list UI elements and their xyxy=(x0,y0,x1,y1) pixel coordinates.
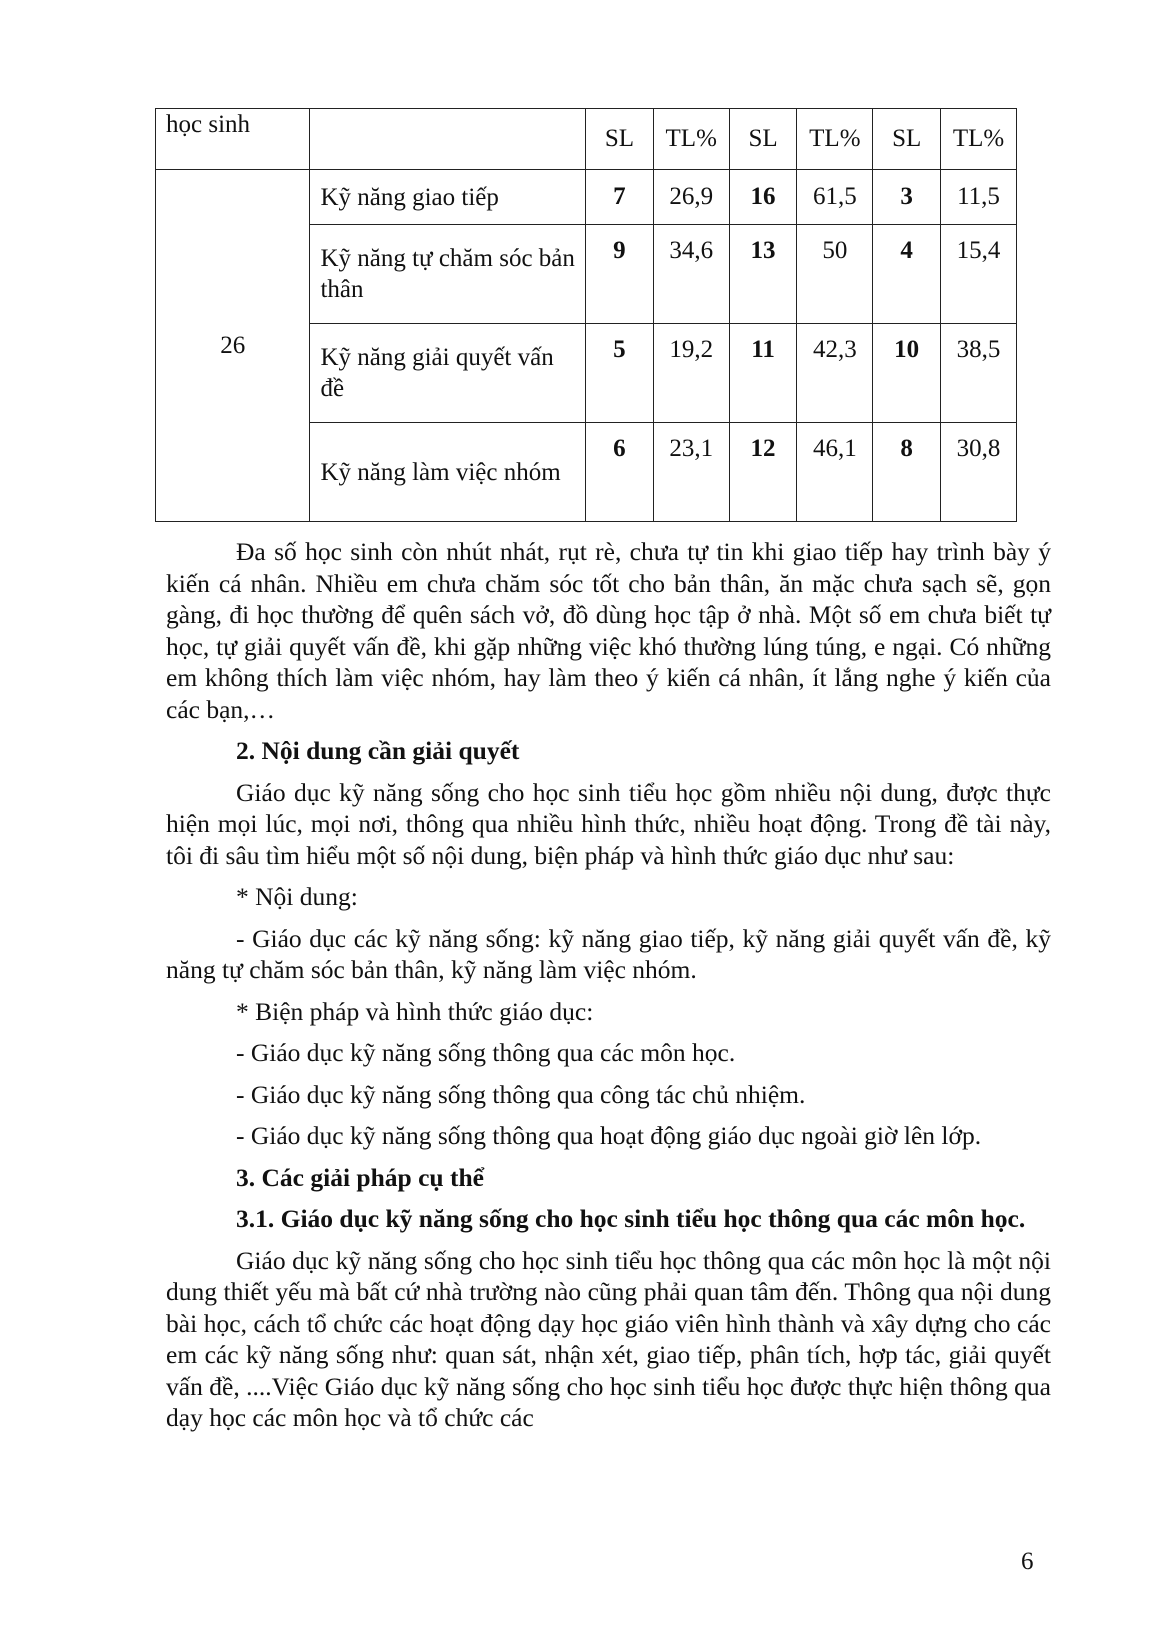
methods-label: * Biện pháp và hình thức giáo dục: xyxy=(236,996,594,1026)
tl-cell: 42,3 xyxy=(797,324,873,423)
content-item: - Giáo dục các kỹ năng sống: kỹ năng giao tiếp, kỹ năng giải quyết vấn đề, kỹ năng tự chăm sóc bản thân, kỹ năng làm việc nhóm. xyxy=(166,923,1051,984)
tl-cell: 46,1 xyxy=(797,423,873,522)
header-tl-3: TL% xyxy=(941,109,1017,170)
paragraph-content-intro: Giáo dục kỹ năng sống cho học sinh tiểu học gồm nhiều nội dung, được thực hiện mọi lúc, mọi nơi, thông qua nhiều hình thức, nhiều hoạt động. Trong đề tài này, tôi đi sâu tìm hiểu một số nội dung, biện pháp và hình thức giáo dục như sau: xyxy=(166,777,1051,870)
method-item: - Giáo dục kỹ năng sống thông qua các môn học. xyxy=(236,1038,736,1067)
sl-cell: 16 xyxy=(729,170,797,225)
sl-cell: 9 xyxy=(586,225,654,324)
tl-cell: 61,5 xyxy=(797,170,873,225)
header-student-label: học sinh xyxy=(156,109,310,170)
sl-cell: 6 xyxy=(586,423,654,522)
sl-cell: 13 xyxy=(729,225,797,324)
header-sl-3: SL xyxy=(873,109,941,170)
sl-cell: 3 xyxy=(873,170,941,225)
section-heading-2: 2. Nội dung cần giải quyết xyxy=(236,736,520,765)
sl-cell: 7 xyxy=(586,170,654,225)
tl-cell: 23,1 xyxy=(653,423,729,522)
skills-survey-table xyxy=(155,108,1017,522)
method-item: - Giáo dục kỹ năng sống thông qua hoạt động giáo dục ngoài giờ lên lớp. xyxy=(236,1121,982,1150)
skill-name: Kỹ năng tự chăm sóc bản thân xyxy=(310,225,586,324)
header-tl-2: TL% xyxy=(797,109,873,170)
tl-cell: 15,4 xyxy=(941,225,1017,324)
section-heading-3: 3. Các giải pháp cụ thể xyxy=(236,1162,484,1192)
table-header-row xyxy=(156,109,1017,170)
content-label: * Nội dung: xyxy=(236,882,358,911)
table-row xyxy=(156,170,1017,225)
method-item: - Giáo dục kỹ năng sống thông qua công tác chủ nhiệm. xyxy=(236,1079,806,1109)
header-sl-2: SL xyxy=(729,109,797,170)
skill-name: Kỹ năng giao tiếp xyxy=(310,170,586,225)
header-skill-cell xyxy=(310,109,586,170)
tl-cell: 11,5 xyxy=(941,170,1017,225)
body-text xyxy=(166,536,1051,1434)
sl-cell: 10 xyxy=(873,324,941,423)
page-number: 6 xyxy=(1021,1548,1034,1575)
sl-cell: 5 xyxy=(586,324,654,423)
tl-cell: 30,8 xyxy=(941,423,1017,522)
tl-cell: 34,6 xyxy=(653,225,729,324)
sl-cell: 12 xyxy=(729,423,797,522)
sl-cell: 11 xyxy=(729,324,797,423)
paragraph-subjects: Giáo dục kỹ năng sống cho học sinh tiểu học thông qua các môn học là một nội dung thiết yếu mà bất cứ nhà trường nào cũng phải quan tâm đến. Thông qua nội dung bài học, cách tổ chức các hoạt động dạy học giáo viên hình thành và xây dựng cho các em các kỹ năng sống như: quan sát, nhận xét, giao tiếp, phân tích, hợp tác, giải quyết vấn đề, ....Việc Giáo dục kỹ năng sống cho học sinh tiểu học được thực hiện thông qua dạy học các môn học và tổ chức các xyxy=(166,1245,1051,1432)
skill-name: Kỹ năng giải quyết vấn đề xyxy=(310,324,586,423)
class-student-count: 26 xyxy=(156,170,310,522)
tl-cell: 50 xyxy=(797,225,873,324)
tl-cell: 26,9 xyxy=(653,170,729,225)
tl-cell: 19,2 xyxy=(653,324,729,423)
header-tl-1: TL% xyxy=(653,109,729,170)
sl-cell: 4 xyxy=(873,225,941,324)
header-sl-1: SL xyxy=(586,109,654,170)
skill-name: Kỹ năng làm việc nhóm xyxy=(310,423,586,522)
tl-cell: 38,5 xyxy=(941,324,1017,423)
section-heading-3-1: 3.1. Giáo dục kỹ năng sống cho học sinh tiểu học thông qua các môn học. xyxy=(236,1204,1026,1233)
paragraph-situation: Đa số học sinh còn nhút nhát, rụt rè, chưa tự tin khi giao tiếp hay trình bày ý kiến cá nhân. Nhiều em chưa chăm sóc tốt cho bản thân, ăn mặc chưa sạch sẽ, gọn gàng, đi học thường để quên sách vở, đồ dùng học tập ở nhà. Một số em chưa biết tự học, tự giải quyết vấn đề, khi gặp những việc khó thường lúng túng, e ngại. Có những em không thích làm việc nhóm, hay làm theo ý kiến cá nhân, ít lắng nghe ý kiến của các bạn,… xyxy=(166,537,1051,724)
sl-cell: 8 xyxy=(873,423,941,522)
